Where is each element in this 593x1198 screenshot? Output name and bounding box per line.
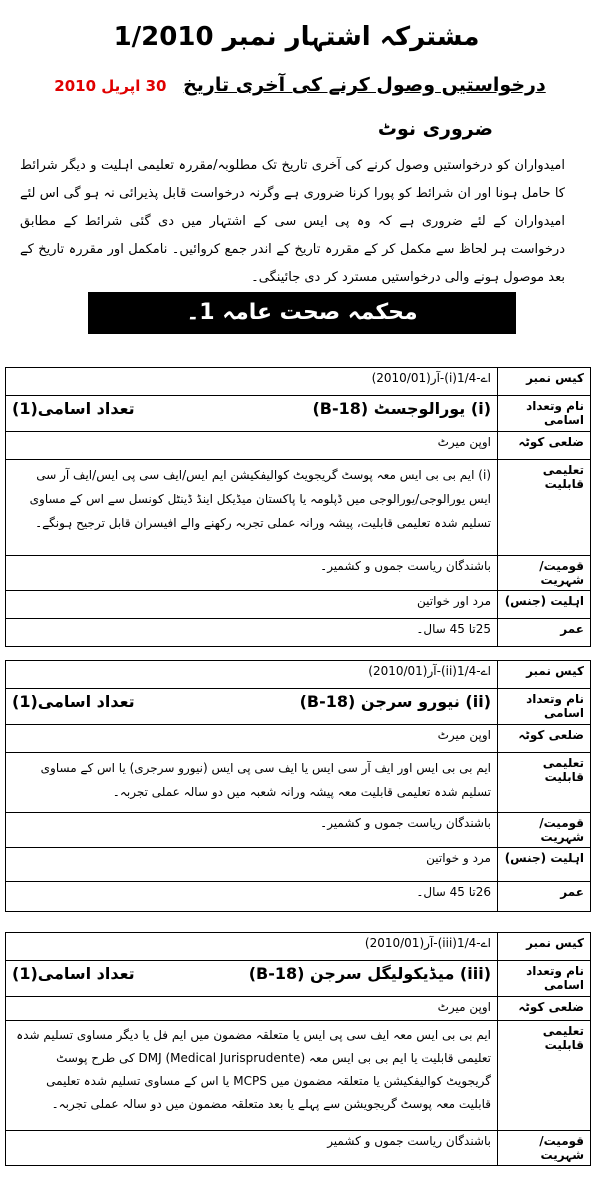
note-paragraph: امیدواران کو درخواستیں وصول کرنے کی آخری تاریخ تک مطلوبہ/مقررہ تعلیمی اہلیت و دیگر شرائط کا حامل ہونا اور ان شرائط کو پورا کرنا ضروری ہے وگرنہ درخواست قابل پذیرائی نہ ہو گی اس لئے امیدواران کے لئے ضروری ہے کہ وہ پی ایس سی کے اشتہار میں دی گئی شرائط کے مطابق درخواست ہر لحاظ سے مکمل کر کے مقررہ تاریخ کے اندر جمع کروائیں۔ نامکمل اور مقررہ تاریخ کے بعد موصول ہونے والی درخواستیں مسترد کر دی جائینگی۔ [20, 158, 565, 285]
label-case: کیس نمبر [498, 933, 591, 961]
label-domicile: قومیت/شہریت [498, 813, 591, 848]
label-post: نام وتعداد اسامی [498, 689, 591, 725]
case-number: اے-1/4(ii)-آر(2010/01) [6, 661, 498, 689]
case-number: اے-1/4(i)-آر(2010/01) [6, 368, 498, 396]
domicile-text: باشندگان ریاست جموں و کشمیر [6, 1131, 498, 1166]
banner-department: محکمہ صحت عامہ [222, 300, 418, 325]
deadline-label: درخواستیں وصول کرنے کی آخری تاریخ [183, 74, 546, 96]
banner-number: 1۔ [186, 300, 215, 325]
label-qualification: تعلیمی قابلیت [498, 460, 591, 556]
post-count: تعداد اسامی(1) [12, 399, 135, 418]
case-number: اے-1/4(iii)-آر(2010/01) [6, 933, 498, 961]
label-qualification: تعلیمی قابلیت [498, 753, 591, 813]
label-age: عمر [498, 882, 591, 912]
case-table-1 [5, 367, 591, 647]
qualification-text: (i) ایم بی بی ایس معہ پوسٹ گریجویٹ کوالیفکیشن ایم ایس/ایف سی پی ایس/ایف آر سی ایس یورالوجی/یورالوجی میں ڈپلومہ یا پاکستان میڈیکل اینڈ ڈینٹل کونسل سے اس کے مساوی تسلیم شدہ تعلیمی قابلیت، پیشہ ورانہ عملی تجربہ رکھنے والے افیسران قابل ترجیح ہونگے۔ [6, 460, 498, 556]
post-name: (ii) نیورو سرجن (B-18) [299, 692, 491, 711]
label-district: ضلعی کوٹہ [498, 432, 591, 460]
qualification-text: ایم بی بی ایس معہ ایف سی پی ایس یا متعلقہ مضمون میں ایم فل یا دیگر مساوی تسلیم شدہ تعلیمی قابلیت یا ایم بی بی ایس معہ DMJ (Medical Jurisprudente) کی طرح پوسٹ گریجویٹ کوالیفکیشن یا متعلقہ مضمون میں MCPS یا اس کے مساوی تسلیم شدہ تعلیمی قابلیت معہ پوسٹ گریجویشن سے پہلے یا بعد متعلقہ مضمون میں دو سالہ عملی تجربہ۔ [6, 1021, 498, 1131]
age-text: 25تا 45 سال۔ [6, 619, 498, 647]
district-quota: اوپن میرٹ [6, 997, 498, 1021]
department-banner [88, 292, 516, 334]
label-domicile: قومیت/شہریت [498, 556, 591, 591]
deadline-date: 30 اپریل 2010 [54, 77, 167, 95]
gender-text: مرد اور خواتین [6, 591, 498, 619]
qualification-text: ایم بی بی ایس اور ایف آر سی ایس یا ایف سی پی ایس (نیورو سرجری) یا اس کے مساوی تسلیم شدہ تعلیمی قابلیت معہ پیشہ ورانہ شعبہ میں دو سالہ عملی تجربہ۔ [6, 753, 498, 813]
label-case: کیس نمبر [498, 661, 591, 689]
post-count: تعداد اسامی(1) [12, 692, 135, 711]
deadline-line [40, 74, 560, 96]
case-table-2 [5, 660, 591, 912]
post-name: (iii) میڈیکولیگل سرجن (B-18) [248, 964, 491, 983]
label-case: کیس نمبر [498, 368, 591, 396]
gender-text: مرد و خواتین [6, 848, 498, 882]
district-quota: اوپن میرٹ [6, 432, 498, 460]
post-count: تعداد اسامی(1) [12, 964, 135, 983]
label-gender: اہلیت (جنس) [498, 848, 591, 882]
label-age: عمر [498, 619, 591, 647]
age-text: 26تا 45 سال۔ [6, 882, 498, 912]
district-quota: اوپن میرٹ [6, 725, 498, 753]
case-table-3 [5, 932, 591, 1166]
label-domicile: قومیت/شہریت [498, 1131, 591, 1166]
post-name: (i) یورالوجسٹ (B-18) [312, 399, 491, 418]
domicile-text: باشندگان ریاست جموں و کشمیر۔ [6, 556, 498, 591]
label-qualification: تعلیمی قابلیت [498, 1021, 591, 1131]
label-post: نام وتعداد اسامی [498, 961, 591, 997]
label-district: ضلعی کوٹہ [498, 725, 591, 753]
label-district: ضلعی کوٹہ [498, 997, 591, 1021]
label-post: نام وتعداد اسامی [498, 396, 591, 432]
note-heading: ضروری نوٹ [377, 118, 493, 140]
advertisement-title: مشترکہ اشتہار نمبر 1/2010 [113, 22, 480, 52]
domicile-text: باشندگان ریاست جموں و کشمیر۔ [6, 813, 498, 848]
label-gender: اہلیت (جنس) [498, 591, 591, 619]
